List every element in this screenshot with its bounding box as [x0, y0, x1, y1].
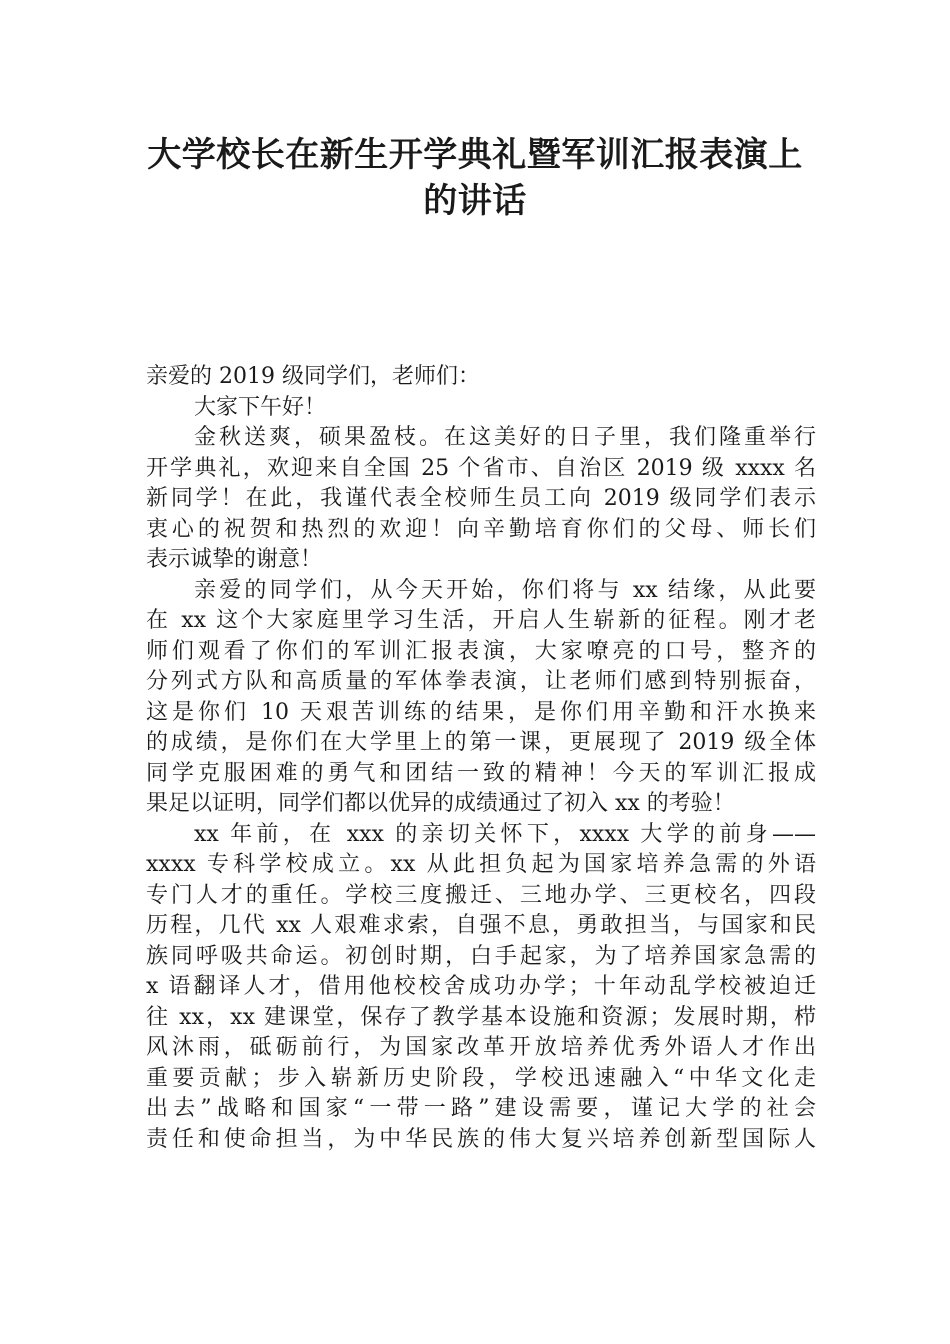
body-line: 同学克服困难的勇气和团结一致的精神！今天的军训汇报成	[146, 760, 816, 786]
body-line: 大家下午好！	[194, 394, 327, 420]
body-line: 族同呼吸共命运。初创时期，白手起家，为了培养国家急需的	[146, 943, 816, 969]
body-line: 在 xx 这个大家庭里学习生活，开启人生崭新的征程。刚才老	[146, 608, 816, 633]
document-body	[146, 362, 816, 1155]
body-line: 专门人才的重任。学校三度搬迁、三地办学、三更校名，四段	[146, 882, 816, 908]
body-line: 表示诚挚的谢意！	[146, 547, 323, 572]
body-line: 这是你们 10 天艰苦训练的结果，是你们用辛勤和汗水换来	[146, 699, 816, 725]
title-line: 大学校长在新生开学典礼暨军训汇报表演上	[147, 135, 803, 175]
body-line: 金秋送爽，硕果盈枝。在这美好的日子里，我们隆重举行	[194, 425, 816, 450]
body-line: 师们观看了你们的军训汇报表演，大家嘹亮的口号，整齐的	[146, 638, 816, 664]
body-line: 责任和使命担当，为中华民族的伟大复兴培养创新型国际人	[146, 1126, 816, 1152]
document-title	[140, 132, 810, 224]
body-line: xxxx 专科学校成立。xx 从此担负起为国家培养急需的外语	[146, 852, 816, 877]
title-line: 的讲话	[423, 181, 527, 221]
body-line: 亲爱的 2019 级同学们，老师们：	[146, 364, 480, 389]
body-line: 重要贡献；步入崭新历史阶段，学校迅速融入“中华文化走	[146, 1065, 816, 1091]
body-line: 出去”战略和国家“一带一路”建设需要，谨记大学的社会	[146, 1096, 816, 1121]
body-line: 开学典礼，欢迎来自全国 25 个省市、自治区 2019 级 xxxx 名	[146, 455, 816, 481]
body-line: xx 年前，在 xxx 的亲切关怀下，xxxx 大学的前身——	[194, 821, 816, 847]
body-line: 风沐雨，砥砺前行，为国家改革开放培养优秀外语人才作出	[146, 1035, 816, 1060]
body-line: 新同学！在此，我谨代表全校师生员工向 2019 级同学们表示	[146, 486, 816, 511]
body-line: 衷心的祝贺和热烈的欢迎！向辛勤培育你们的父母、师长们	[146, 516, 816, 542]
body-line: 亲爱的同学们，从今天开始，你们将与 xx 结缘，从此要	[194, 577, 816, 603]
body-line: 历程，几代 xx 人艰难求索，自强不息，勇敢担当，与国家和民	[146, 913, 816, 938]
body-line: x 语翻译人才，借用他校校舍成功办学；十年动乱学校被迫迁	[146, 974, 816, 999]
body-line: 往 xx，xx 建课堂，保存了教学基本设施和资源；发展时期，栉	[146, 1004, 816, 1030]
body-line: 分列式方队和高质量的军体拳表演，让老师们感到特别振奋，	[146, 669, 816, 694]
body-line: 的成绩，是你们在大学里上的第一课，更展现了 2019 级全体	[146, 730, 816, 755]
body-line: 果足以证明，同学们都以优异的成绩通过了初入 xx 的考验！	[146, 791, 735, 816]
